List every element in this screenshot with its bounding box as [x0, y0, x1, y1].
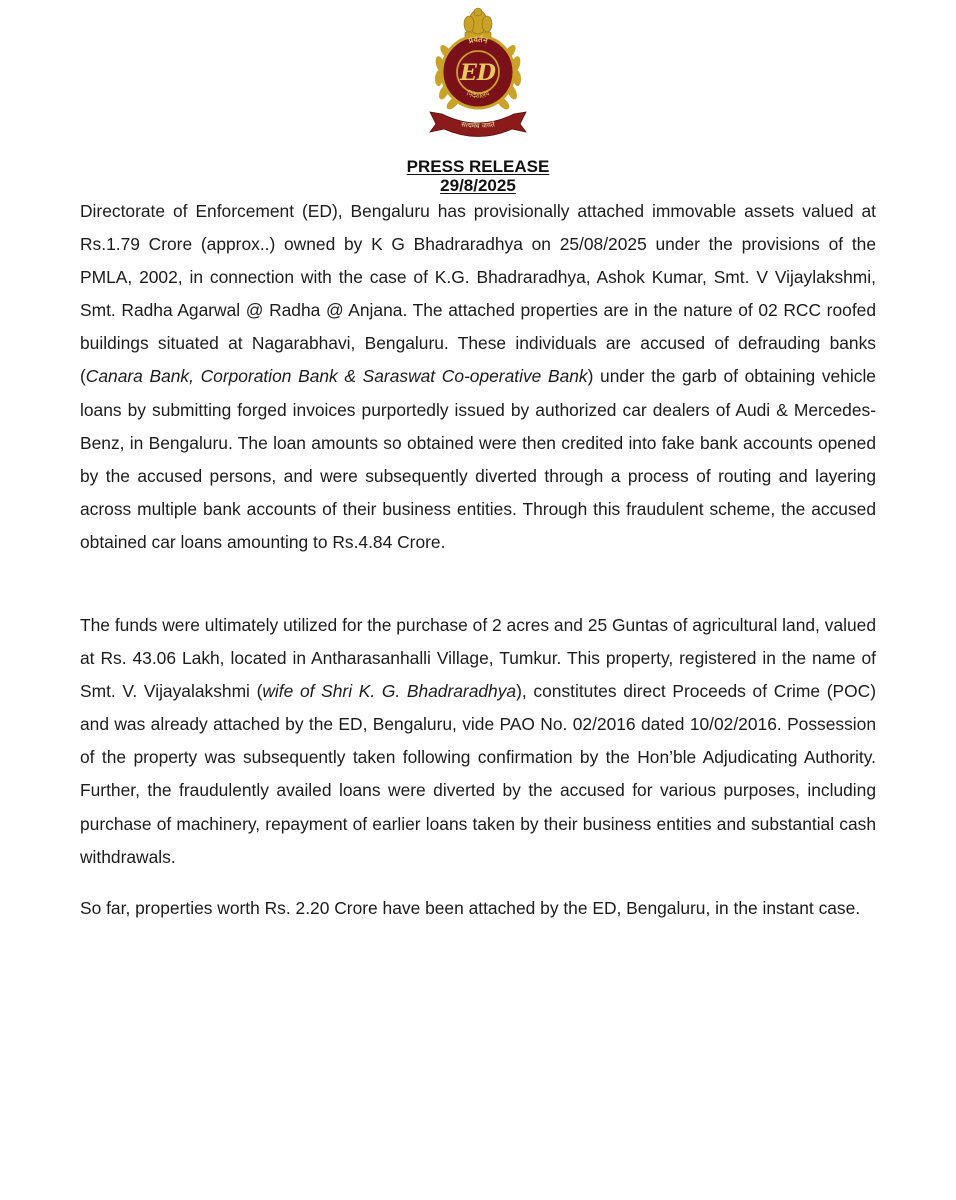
paragraph-2: The funds were ultimately utilized for the purchase of 2 acres and 25 Guntas of agricultural land, valued at Rs. 43.06 Lakh, located in Antharasanhalli Village, Tumkur. This property, registered in the name of Smt. V. Vijayalakshmi (wife of Shri K. G. Bhadraradhya), constitutes direct Proceeds of Crime (POC) and was already attached by the ED, Bengaluru, vide PAO No. 02/2016 dated 10/02/2016. Possession of the property was subsequently taken following confirmation by the Hon’ble Adjudicating Authority. Further, the fraudulently availed loans were diverted by the accused for various purposes, including purchase of machinery, repayment of earlier loans taken by their business entities and substantial cash withdrawals.: [80, 615, 876, 867]
svg-text:प्रवर्तन: प्रवर्तन: [467, 34, 489, 46]
press-release-title: PRESS RELEASE: [406, 157, 550, 176]
paragraph-3: So far, properties worth Rs. 2.20 Crore have been attached by the ED, Bengaluru, in the instant case.: [80, 898, 861, 918]
banks-list: Canara Bank, Corporation Bank & Saraswat Co-operative Bank: [85, 366, 588, 387]
press-release-date: 29/8/2025: [440, 176, 516, 195]
ed-emblem-logo: [416, 2, 540, 138]
emblem-center-text: ED: [460, 60, 496, 86]
svg-text:निदेशालय: निदेशालय: [465, 89, 491, 101]
svg-text:सत्यमेव जयते: सत्यमेव जयते: [460, 120, 496, 131]
relation-note: wife of Shri K. G. Bhadraradhya: [262, 681, 517, 702]
paragraph-1: Directorate of Enforcement (ED), Bengaluru has provisionally attached immovable assets valued at Rs.1.79 Crore (approx..) owned by K G Bhadraradhya on 25/08/2025 under the provisions of the PMLA, 2002, in connection with the case of K.G. Bhadraradhya, Ashok Kumar, Smt. V Vijaylakshmi, Smt. Radha Agarwal @ Radha @ Anjana. The attached properties are in the nature of 02 RCC roofed buildings situated at Nagarabhavi, Bengaluru. These individuals are accused of defrauding banks (Canara Bank, Corporation Bank & Saraswat Co-operative Bank) under the garb of obtaining vehicle loans by submitting forged invoices purportedly issued by authorized car dealers of Audi & Mercedes-Benz, in Bengaluru. The loan amounts so obtained were then credited into fake bank accounts opened by the accused persons, and were subsequently diverted through a process of routing and layering across multiple bank accounts of their business entities. Through this fraudulent scheme, the accused obtained car loans amounting to Rs.4.84 Crore.: [80, 201, 876, 552]
ed-emblem-icon: [416, 2, 540, 138]
